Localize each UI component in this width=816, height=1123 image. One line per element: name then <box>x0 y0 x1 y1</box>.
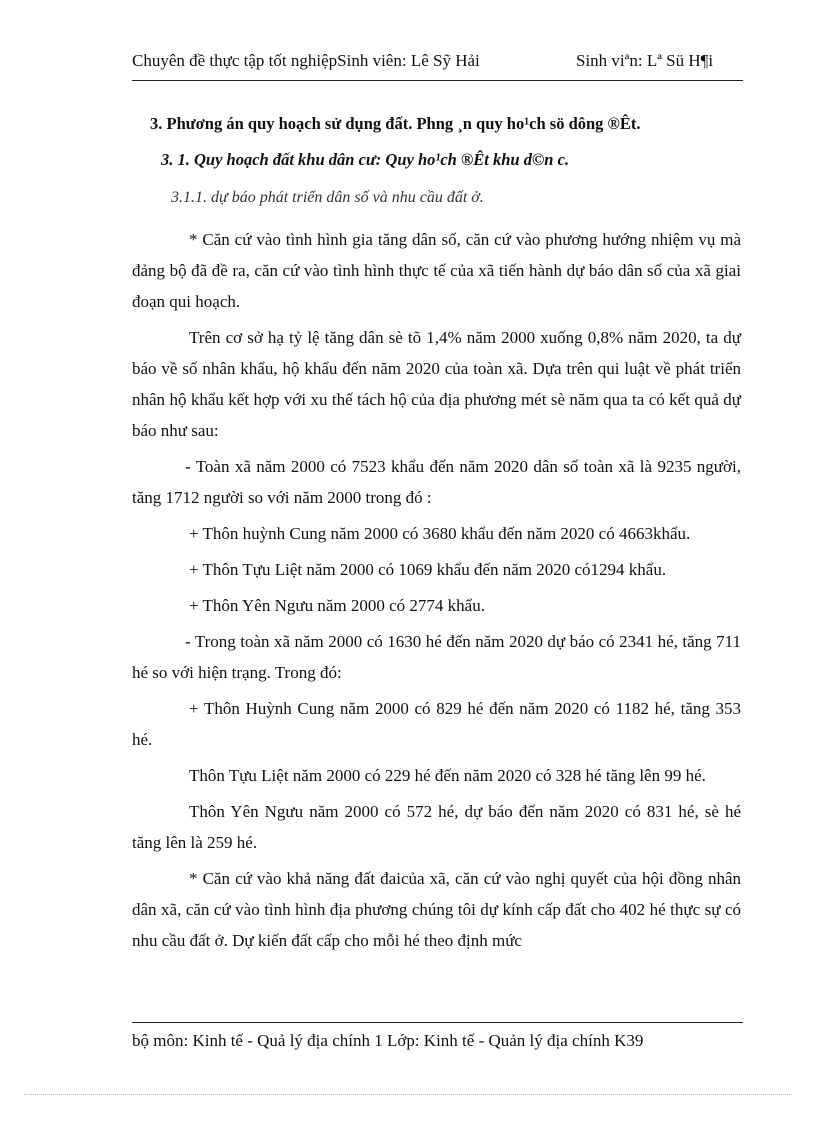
paragraph: * Căn cứ vào khả năng đất đaicủa xã, căn cứ vào nghị quyết của hội đồng nhân dân xã, căn cứ vào tình hình địa phương chúng tôi dự kính cấp đất cho 402 hé thực sự có nhu cầu đất ở. Dự kiến đất cấp cho mỗi hé theo định mức <box>132 869 741 950</box>
paragraph: + Thôn Huỳnh Cung năm 2000 có 829 hé đến năm 2020 có 1182 hé, tăng 353 hé. <box>132 699 741 749</box>
subsection-title: 3. 1. Quy hoạch đất khu dân cư: Quy ho¹ch ®Êt khu d©n c. <box>161 150 570 169</box>
page-bottom-border <box>24 1094 792 1095</box>
paragraph: Thôn Tựu Liệt năm 2000 có 229 hé đến năm 2020 có 328 hé tăng lên 99 hé. <box>189 766 706 785</box>
paragraph: + Thôn Tựu Liệt năm 2000 có 1069 khẩu đến năm 2020 có1294 khẩu. <box>189 560 667 579</box>
paragraph: - Toàn xã năm 2000 có 7523 khẩu đến năm 2020 dân số toàn xã là 9235 người, tăng 1712 người so với năm 2000 trong đó : <box>132 457 741 507</box>
header-left-text: Chuyên đề thực tập tốt nghiệpSinh viên: Lê Sỹ Hải <box>132 51 480 70</box>
subsubsection-title: 3.1.1. dự báo phát triển dân số và nhu cầu đất ở. <box>171 189 484 206</box>
header-divider <box>132 80 743 81</box>
paragraph: Thôn Yên Ngưu năm 2000 có 572 hé, dự báo đến năm 2020 có 831 hé, sè hé tăng lên là 259 hé. <box>132 802 741 852</box>
page-footer: bộ môn: Kinh tế - Quả lý địa chính 1 Lớp: Kinh tế - Quản lý địa chính K39 <box>132 1031 644 1050</box>
section-title: 3. Phương án quy hoạch sử dụng đất. Phng ¸n quy ho¹ch sö dông ®Êt. <box>150 114 641 133</box>
footer-divider <box>132 1022 743 1023</box>
paragraph: + Thôn huỳnh Cung năm 2000 có 3680 khẩu đến năm 2020 có 4663khẩu. <box>189 524 691 543</box>
paragraph: * Căn cứ vào tình hình gia tăng dân số, căn cứ vào phương hướng nhiệm vụ mà đảng bộ đã đề ra, căn cứ vào tình hình thực tế của xã tiến hành dự báo dân số của xã giai đoạn qui hoạch. <box>132 230 741 311</box>
body-text <box>132 224 741 961</box>
paragraph: Trên cơ sở hạ tỷ lệ tăng dân sè tõ 1,4% năm 2000 xuống 0,8% năm 2020, ta dự báo về số nhân khẩu, hộ khẩu đến năm 2020 của toàn xã. Dựa trên qui luật về phát triển nhân hộ khẩu kết hợp với xu thế tách hộ của địa phương mét sè năm qua ta có kết quả dự báo như sau: <box>132 328 741 440</box>
paragraph: + Thôn Yên Ngưu năm 2000 có 2774 khẩu. <box>189 596 485 615</box>
header-right-text: Sinh viªn: Lª Sü H¶i <box>576 51 714 70</box>
paragraph: - Trong toàn xã năm 2000 có 1630 hé đến năm 2020 dự báo có 2341 hé, tăng 711 hé so với hiện trạng. Trong đó: <box>132 632 741 682</box>
